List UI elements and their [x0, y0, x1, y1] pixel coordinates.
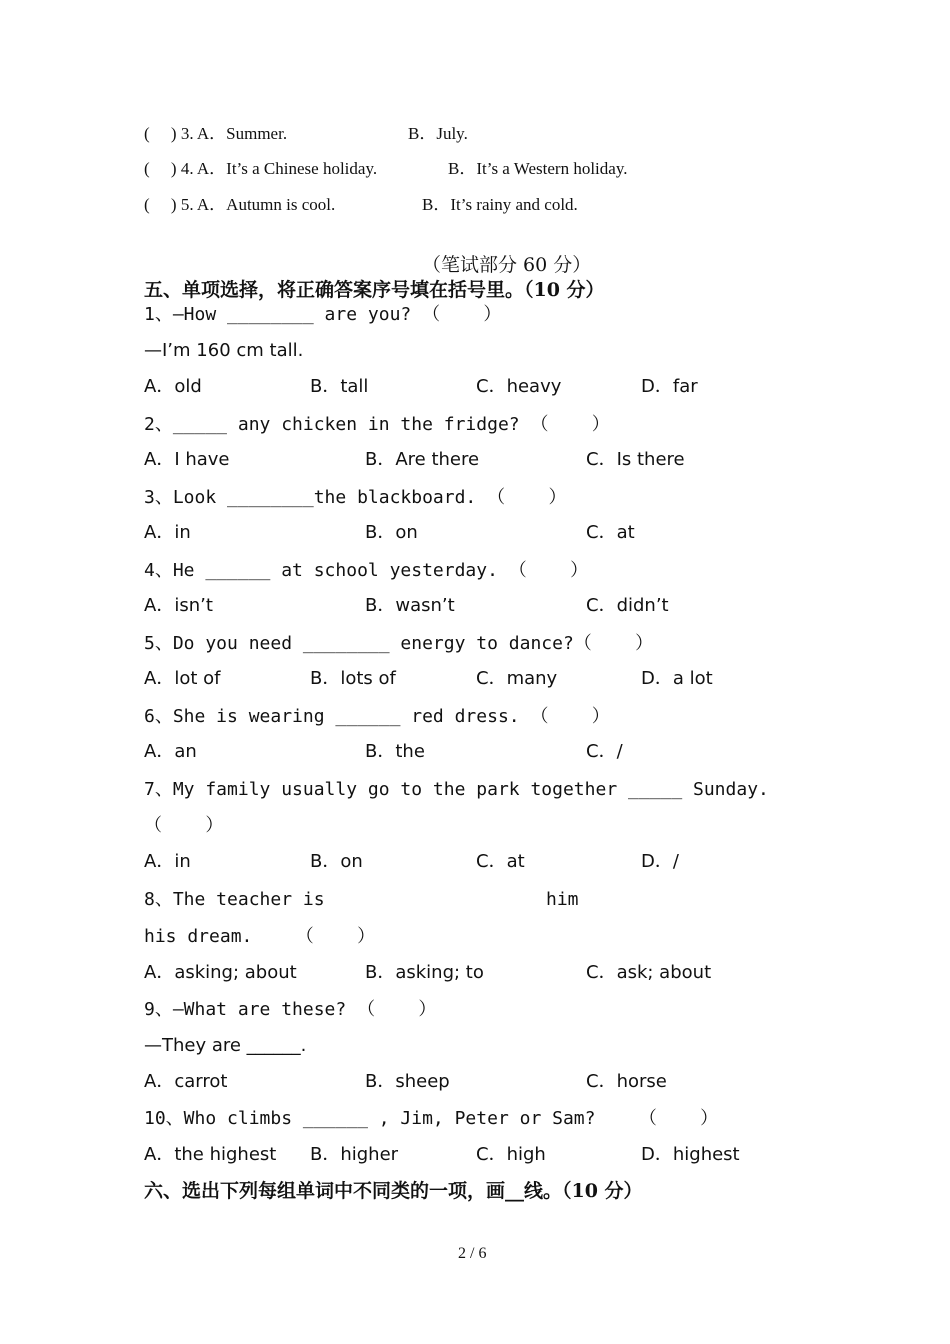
question-6: 6、She is wearing ______ red dress. （ ） [144, 706, 610, 727]
question-2: 2、_____ any chicken in the fridge? （ ） [144, 414, 610, 435]
question-8-him: him [546, 889, 579, 910]
q2-option-a: A．I have [144, 449, 230, 470]
q7-option-a: A．in [144, 851, 191, 872]
q4-option-b: B．wasn’t [365, 595, 455, 616]
question-7: 7、My family usually go to the park together _____ Sunday. [144, 779, 769, 800]
listening-3-option-b: B．July. [408, 124, 468, 143]
q5-option-c: C．many [476, 668, 558, 689]
question-8: 8、The teacher is [144, 889, 325, 910]
section-6-title: 六、选出下列每组单词中不同类的一项，画__线。（10 分） [144, 1180, 643, 1202]
q7-option-c: C．at [476, 851, 525, 872]
q7-option-d: D．/ [641, 851, 679, 872]
question-1-answer-line: —I’m 160 cm tall. [144, 340, 304, 361]
section-5-title: 五、单项选择，将正确答案序号填在括号里。（10 分） [144, 279, 605, 301]
q9-option-c: C．horse [586, 1071, 667, 1092]
q10-option-b: B．higher [310, 1144, 399, 1165]
q1-option-b: B．tall [310, 376, 369, 397]
q1-option-d: D．far [641, 376, 698, 397]
written-part-header: （笔试部分 60 分） [422, 254, 592, 276]
question-9-answer-line: —They are ______. [144, 1035, 307, 1056]
q10-option-d: D．highest [641, 1144, 740, 1165]
q9-option-b: B．sheep [365, 1071, 450, 1092]
q4-option-c: C．didn’t [586, 595, 669, 616]
q8-option-c: C．ask; about [586, 962, 712, 983]
question-1: 1、—How ________ are you? （ ） [144, 304, 502, 325]
q3-option-c: C．at [586, 522, 635, 543]
listening-4-option-b: B．It’s a Western holiday. [448, 159, 628, 178]
q6-option-a: A．an [144, 741, 197, 762]
q5-option-a: A．lot of [144, 668, 221, 689]
question-9: 9、—What are these? （ ） [144, 999, 437, 1020]
q5-option-b: B．lots of [310, 668, 396, 689]
q10-option-a: A．the highest [144, 1144, 277, 1165]
q2-option-b: B．Are there [365, 449, 480, 470]
q9-option-a: A．carrot [144, 1071, 228, 1092]
q1-option-c: C．heavy [476, 376, 562, 397]
question-8-continued: his dream. （ ） [144, 926, 376, 947]
q6-option-c: C．/ [586, 741, 623, 762]
question-3: 3、Look ________the blackboard. （ ） [144, 487, 567, 508]
listening-4-question: ( ) 4. A．It’s a Chinese holiday. [144, 159, 378, 178]
question-5: 5、Do you need ________ energy to dance?（ ） [144, 633, 654, 654]
q5-option-d: D．a lot [641, 668, 713, 689]
q3-option-a: A．in [144, 522, 191, 543]
q8-option-b: B．asking; to [365, 962, 484, 983]
listening-3-question: ( ) 3. A．Summer. [144, 124, 288, 143]
page-number: 2 / 6 [458, 1245, 487, 1262]
question-4: 4、He ______ at school yesterday. （ ） [144, 560, 589, 581]
q6-option-b: B．the [365, 741, 425, 762]
q8-option-a: A．asking; about [144, 962, 297, 983]
q2-option-c: C．Is there [586, 449, 685, 470]
listening-5-option-b: B．It’s rainy and cold. [422, 195, 578, 214]
q10-option-c: C．high [476, 1144, 546, 1165]
q4-option-a: A．isn’t [144, 595, 213, 616]
q3-option-b: B．on [365, 522, 418, 543]
listening-5-question: ( ) 5. A．Autumn is cool. [144, 195, 336, 214]
question-10: 10、Who climbs ______ , Jim, Peter or Sam? （ ） [144, 1108, 719, 1129]
question-7-bracket: （ ） [144, 815, 224, 836]
q7-option-b: B．on [310, 851, 363, 872]
q1-option-a: A．old [144, 376, 202, 397]
